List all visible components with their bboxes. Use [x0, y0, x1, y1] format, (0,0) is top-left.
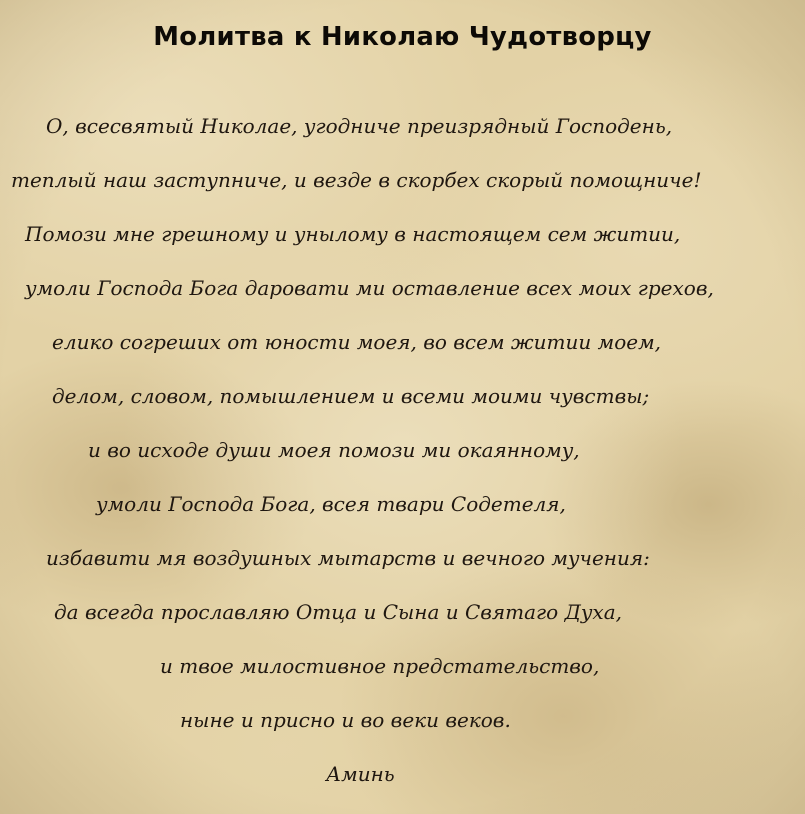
prayer-line: умоли Господа Бога даровати ми оставление всех моих грехов, [25, 276, 714, 300]
prayer-line: ныне и присно и во веки веков. [180, 708, 511, 732]
prayer-line: умоли Господа Бога, всея твари Содетеля, [96, 492, 566, 516]
prayer-line: и твое милостивное предстательство, [160, 654, 600, 678]
prayer-line: елико согреших от юности моея, во всем житии моем, [52, 330, 662, 354]
prayer-line: Помози мне грешному и унылому в настоящем сем житии, [25, 222, 681, 246]
prayer-line: да всегда прославляю Отца и Сына и Святаго Духа, [54, 600, 622, 624]
prayer-line: теплый наш заступниче, и везде в скорбех скорый помощниче! [11, 168, 702, 192]
prayer-line: и во исходе души моея помози ми окаянному, [88, 438, 580, 462]
prayer-line: избавити мя воздушных мытарств и вечного мучения: [46, 546, 650, 570]
prayer-amen: Аминь [326, 762, 395, 786]
prayer-line: О, всесвятый Николае, угодниче преизрядный Господень, [46, 114, 673, 138]
prayer-title: Молитва к Николаю Чудотворцу [153, 22, 652, 52]
prayer-line: делом, словом, помышлением и всеми моими чувствы; [52, 384, 650, 408]
